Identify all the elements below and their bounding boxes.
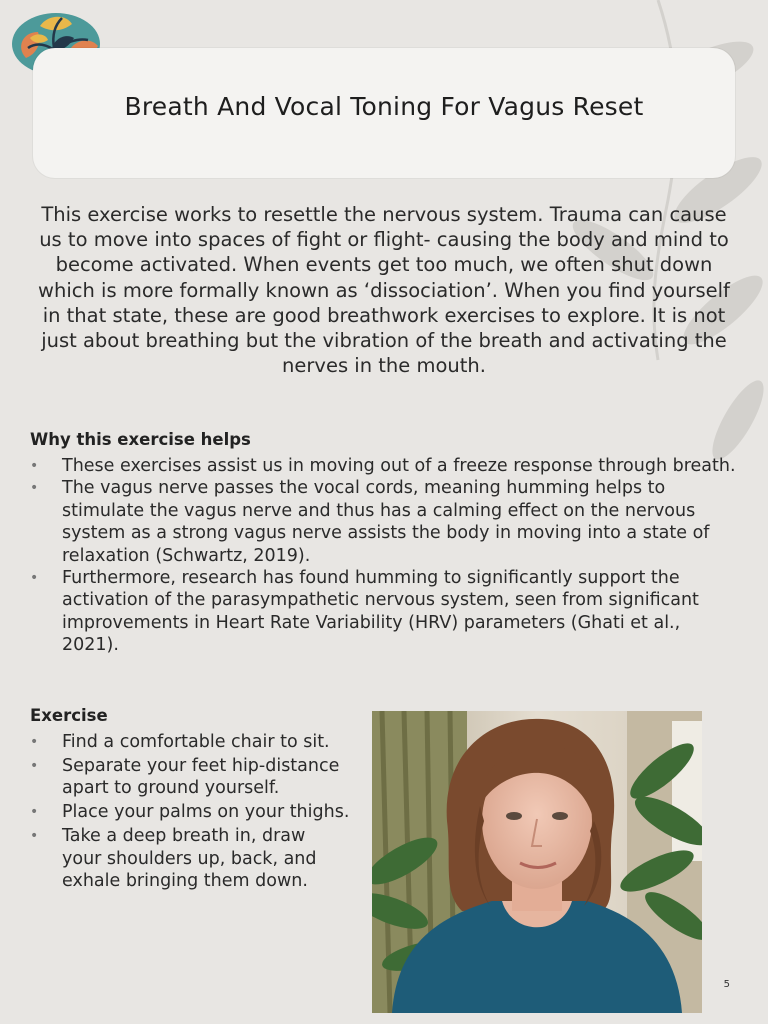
page-number: 5 xyxy=(723,979,730,990)
list-item-text: Take a deep breath in, draw your shoulders up, back, and exhale bringing them down. xyxy=(62,826,317,891)
list-item-text: These exercises assist us in moving out of a freeze response through breath. xyxy=(62,456,736,476)
list-item-text: Separate your feet hip-distance apart to ground yourself. xyxy=(62,755,340,799)
list-item xyxy=(30,567,742,657)
list-item xyxy=(30,455,742,477)
bullet-icon: • xyxy=(30,757,39,774)
bullet-icon: • xyxy=(30,570,39,587)
list-item-text: The vagus nerve passes the vocal cords, meaning humming helps to stimulate the vagus nerve and thus has a calming effect on the nervous system as a strong vagus nerve assists the body in moving into a state of relaxation (Schwartz, 2019). xyxy=(62,478,710,566)
bullet-icon: • xyxy=(30,480,39,497)
bullet-icon: • xyxy=(30,804,39,821)
list-item-text: Place your palms on your thighs. xyxy=(62,802,350,823)
list-item-text: Find a comfortable chair to sit. xyxy=(62,732,330,752)
list-item xyxy=(30,801,350,823)
page-title: Breath And Vocal Toning For Vagus Reset xyxy=(124,92,644,121)
exercise-heading: Exercise xyxy=(30,706,108,725)
bullet-icon: • xyxy=(30,828,39,845)
bullet-icon: • xyxy=(30,734,39,750)
why-list xyxy=(30,455,742,657)
list-item xyxy=(30,755,350,800)
instructor-photo xyxy=(372,711,702,1013)
bullet-icon: • xyxy=(30,458,39,474)
exercise-list xyxy=(30,731,350,894)
list-item xyxy=(30,731,350,753)
why-heading: Why this exercise helps xyxy=(30,430,251,449)
list-item xyxy=(30,825,350,892)
intro-paragraph: This exercise works to resettle the nervous system. Trauma can cause us to move into spaces of fight or flight- causing the body and mind to become activated. When events get too much, we often shut down which is more formally known as ‘dissociation’. When you find yourself in that state, these are good breathwork exercises to explore. It is not just about breathing but the vibration of the breath and activating the nerves in the mouth. xyxy=(38,203,730,378)
list-item-text: Furthermore, research has found humming to significantly support the activation of the parasympathetic nervous system, seen from significant improvements in Heart Rate Variability (HRV) parameters (Ghati et al., 2021). xyxy=(62,568,699,656)
list-item xyxy=(30,477,742,567)
